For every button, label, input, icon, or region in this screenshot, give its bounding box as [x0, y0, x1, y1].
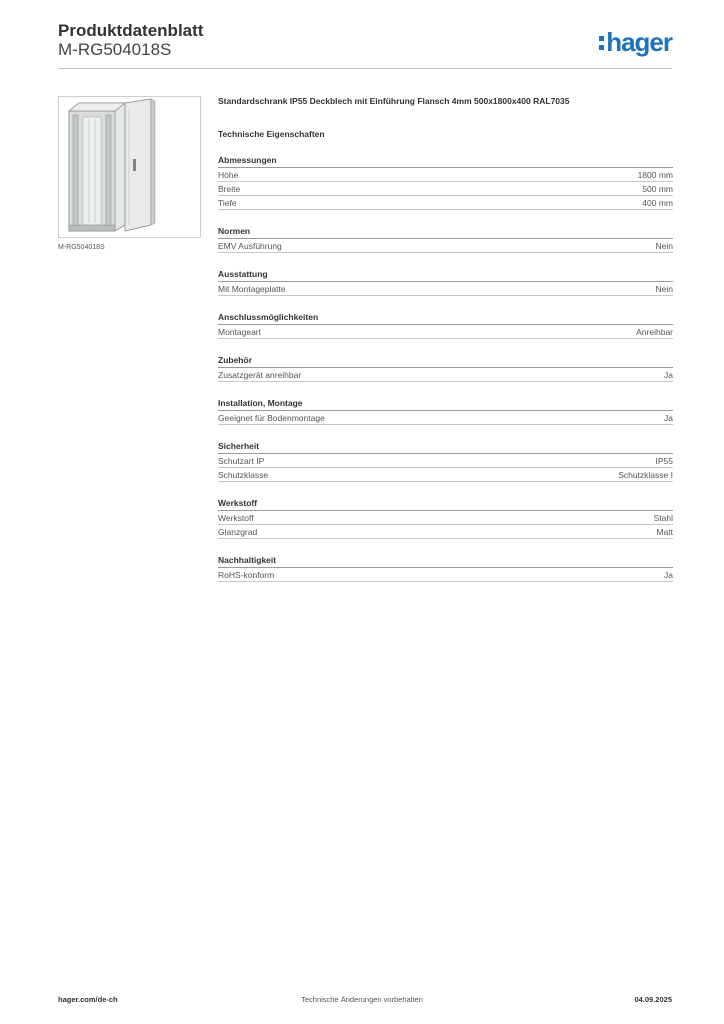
property-section — [218, 498, 673, 539]
property-section — [218, 355, 673, 382]
footer-date: 04.09.2025 — [634, 995, 672, 1004]
property-label: Werkstoff — [218, 513, 254, 523]
property-section — [218, 398, 673, 425]
product-image — [58, 96, 201, 238]
property-row — [218, 325, 673, 339]
property-value: Stahl — [653, 513, 673, 523]
footer-notice: Technische Änderungen vorbehalten — [301, 995, 423, 1004]
property-label: RoHS-konform — [218, 570, 275, 580]
property-section — [218, 269, 673, 296]
property-row — [218, 568, 673, 582]
property-row — [218, 468, 673, 482]
image-caption: M-RG504018S — [58, 244, 105, 251]
logo-dots-icon — [599, 36, 604, 50]
property-section — [218, 555, 673, 582]
property-row — [218, 168, 673, 182]
header-divider — [58, 68, 672, 69]
section-title: Anschlussmöglichkeiten — [218, 312, 673, 325]
property-value: Matt — [656, 527, 673, 537]
property-label: EMV Ausführung — [218, 241, 282, 251]
product-code: M-RG504018S — [58, 40, 172, 59]
property-label: Glanzgrad — [218, 527, 258, 537]
section-title: Ausstattung — [218, 269, 673, 282]
property-label: Tiefe — [218, 198, 237, 208]
property-row — [218, 525, 673, 539]
footer-website: hager.com/de-ch — [58, 995, 118, 1004]
property-value: Ja — [664, 570, 673, 580]
property-label: Schutzklasse — [218, 470, 269, 480]
property-label: Geeignet für Bodenmontage — [218, 413, 325, 423]
property-label: Schutzart IP — [218, 456, 265, 466]
property-label: Zusatzgerät anreihbar — [218, 370, 302, 380]
property-section — [218, 155, 673, 210]
section-title: Sicherheit — [218, 441, 673, 454]
section-title: Nachhaltigkeit — [218, 555, 673, 568]
property-value: Ja — [664, 413, 673, 423]
property-value: Nein — [655, 241, 673, 251]
property-label: Montageart — [218, 327, 261, 337]
property-section — [218, 226, 673, 253]
property-sections — [218, 155, 673, 582]
property-section — [218, 441, 673, 482]
property-value: Ja — [664, 370, 673, 380]
cabinet-illustration-icon — [59, 97, 200, 237]
property-row — [218, 182, 673, 196]
property-row — [218, 282, 673, 296]
property-label: Mit Montageplatte — [218, 284, 286, 294]
property-value: 500 mm — [642, 184, 673, 194]
product-details — [218, 96, 673, 582]
property-row — [218, 511, 673, 525]
property-row — [218, 239, 673, 253]
section-title: Werkstoff — [218, 498, 673, 511]
property-row — [218, 454, 673, 468]
property-value: 1800 mm — [637, 170, 673, 180]
document-title: Produktdatenblatt — [58, 21, 204, 40]
property-label: Höhe — [218, 170, 239, 180]
product-description: Standardschrank IP55 Deckblech mit Einführung Flansch 4mm 500x1800x400 RAL7035 — [218, 96, 570, 106]
logo-wordmark: hager — [606, 27, 672, 57]
technical-properties-heading: Technische Eigenschaften — [218, 129, 325, 139]
section-title: Abmessungen — [218, 155, 673, 168]
section-title: Zubehör — [218, 355, 673, 368]
property-row — [218, 368, 673, 382]
hager-logo — [599, 26, 672, 58]
property-section — [218, 312, 673, 339]
property-label: Breite — [218, 184, 241, 194]
section-title: Normen — [218, 226, 673, 239]
property-value: 400 mm — [642, 198, 673, 208]
property-row — [218, 196, 673, 210]
property-value: Anreihbar — [636, 327, 673, 337]
property-value: IP55 — [655, 456, 673, 466]
section-title: Installation, Montage — [218, 398, 673, 411]
property-value: Nein — [655, 284, 673, 294]
property-row — [218, 411, 673, 425]
property-value: Schutzklasse I — [618, 470, 673, 480]
